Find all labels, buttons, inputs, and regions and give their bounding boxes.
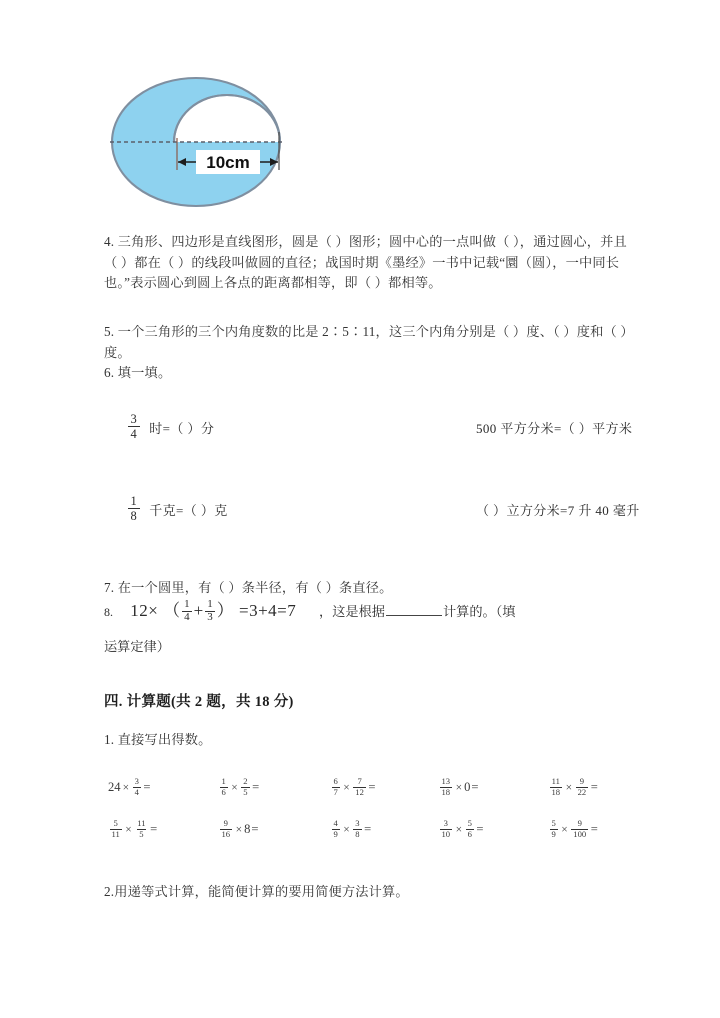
fraction-numerator: 2	[243, 776, 248, 787]
fraction-1-4: $\frac{1}{4}$	[184, 598, 191, 624]
fraction-denominator: 7	[333, 787, 338, 798]
equals-sign: =	[590, 822, 598, 837]
fraction-numerator: 5	[467, 818, 472, 829]
calc-expression[interactable]	[218, 820, 259, 839]
composite-circle-figure	[104, 72, 294, 212]
q6-row-1-right	[376, 418, 632, 437]
q6-row-2-right	[376, 500, 640, 519]
fraction-denominator: 11	[111, 829, 120, 840]
eq-close-paren: ）	[216, 601, 235, 620]
fraction-5-9	[550, 819, 558, 838]
fraction-denominator: 6	[467, 829, 472, 840]
question-7: 7. 在一个圆里，有（ ）条半径，有（ ）条直径。	[104, 580, 393, 595]
calc-expression[interactable]	[438, 820, 484, 839]
eq-open-paren: （	[163, 601, 181, 620]
multiply-icon: ×	[343, 823, 350, 836]
equals-sign: =	[150, 822, 158, 837]
fraction-numerator: 7	[357, 776, 362, 787]
multiply-icon: ×	[125, 823, 132, 836]
fraction-denominator: 10	[441, 829, 451, 840]
fraction-5-6	[466, 819, 474, 838]
calc-row-1	[108, 778, 628, 808]
fraction-3-10	[440, 819, 453, 838]
fraction-numerator: 9	[579, 776, 585, 787]
equals-sign: =	[590, 780, 598, 795]
fraction-numerator: 3	[355, 818, 360, 829]
question-8-equation	[130, 598, 301, 624]
fraction-7-12	[353, 777, 366, 796]
fraction-denominator: 8	[355, 829, 360, 840]
q6-row-2-left	[126, 496, 376, 523]
calc-expression[interactable]	[438, 778, 479, 797]
equals-sign: =	[364, 822, 372, 837]
fraction-11-5	[135, 819, 147, 838]
multiply-icon: ×	[343, 781, 350, 794]
equals-sign: =	[368, 780, 376, 795]
multiply-icon: ×	[455, 781, 463, 794]
calc-operand: 24	[108, 780, 121, 795]
fraction-3-4	[133, 777, 141, 796]
fraction-numerator: 1	[221, 776, 226, 787]
fraction-denominator: 9	[333, 829, 338, 840]
fraction-denominator: 9	[551, 829, 556, 840]
eq-equals-1: =3	[238, 601, 259, 620]
equals-sign: =	[251, 822, 259, 837]
calc-expression[interactable]	[330, 820, 371, 839]
multiply-icon: ×	[235, 823, 243, 836]
fraction-5-11	[110, 819, 122, 838]
question-8-blank[interactable]	[386, 604, 442, 616]
figure-upper-region	[112, 78, 280, 151]
question-5: 5. 一个三角形的三个内角度数的比是 2∶5∶11，这三个内角分别是（ ）度、（ ）度和（ ）度。	[104, 324, 628, 360]
equals-sign: =	[252, 780, 260, 795]
q6-row-2-right-text: （ ）立方分米=7 升 40 毫升	[476, 503, 640, 518]
fraction-denominator: 18	[551, 787, 561, 798]
fraction-9-16	[220, 819, 233, 838]
fraction-denominator: 4	[134, 787, 139, 798]
section-sub-1: 1. 直接写出得数。	[104, 732, 212, 747]
fraction-11-18	[550, 777, 563, 796]
fraction-denominator: 22	[577, 787, 587, 798]
fraction-denominator: 12	[355, 787, 364, 798]
equals-sign: =	[143, 780, 151, 795]
fraction-denominator: 100	[573, 829, 587, 840]
question-8-suffix-2: 计算的。（填	[442, 604, 516, 619]
calc-expression[interactable]	[548, 778, 598, 797]
calc-expression[interactable]	[108, 820, 157, 839]
q6-row-2	[126, 496, 640, 523]
eq-plus: +	[193, 601, 204, 620]
q6-row-1-left	[126, 414, 376, 441]
question-8-suffix-1: ，这是根据	[319, 604, 385, 619]
fraction-denominator: 16	[221, 829, 231, 840]
question-4: 4. 三角形、四边形是直线图形，圆是（ ）图形；圆中心的一点叫做（ ），通过圆心，并且（ ）都在（ ）的线段叫做圆的直径；战国时期《墨经》一书中记载“圜（圆），一中同长也。”表示圆心到圆上各点的距离都相等，即（ ）都相等。	[104, 234, 627, 290]
fraction-1-3: $\frac{1}{3}$	[207, 598, 214, 624]
calc-expression[interactable]	[218, 778, 259, 797]
fraction-numerator: 3	[134, 776, 139, 787]
eq-coefficient: 12	[130, 601, 149, 620]
calc-row-2	[108, 820, 628, 850]
multiply-icon: ×	[455, 823, 463, 836]
fraction-numerator: 9	[223, 818, 228, 829]
equals-sign: =	[476, 822, 484, 837]
fraction-numerator: 11	[137, 818, 146, 829]
multiply-icon: ×	[565, 781, 573, 794]
calc-expression[interactable]	[548, 820, 598, 839]
calc-expression[interactable]	[330, 778, 376, 797]
q6-row-1-right-text: 500 平方分米=（ ）平方米	[476, 421, 633, 436]
q6-row-2-left-text: 千克=（ ）克	[149, 503, 228, 518]
section-sub-2: 2.用递等式计算，能简便计算的要用简便方法计算。	[104, 884, 409, 899]
fraction-denominator: 18	[441, 787, 451, 798]
fraction-denominator: 6	[221, 787, 226, 798]
section-heading: 四. 计算题(共 2 题，共 18 分)	[104, 694, 294, 710]
fraction-numerator: 9	[577, 818, 582, 829]
question-8-suffix-3: 运算定律）	[104, 639, 170, 655]
fraction-numerator: 5	[551, 818, 556, 829]
fraction-2-5	[241, 777, 249, 796]
multiply-icon: ×	[561, 823, 568, 836]
fraction-13-18	[440, 777, 453, 796]
fraction-9-100	[571, 819, 588, 838]
dimension-label: 10cm	[206, 153, 250, 172]
eq-plus-2: +4	[258, 601, 278, 620]
fraction-4-9	[332, 819, 340, 838]
fraction-numerator: 11	[551, 776, 560, 787]
question-8-number: 8.	[104, 605, 113, 619]
fraction-numerator: 13	[441, 776, 451, 787]
question-8	[104, 600, 634, 658]
fraction-numerator: 5	[113, 818, 118, 829]
multiply-icon: ×	[122, 781, 130, 794]
question-6: 6. 填一填。	[104, 365, 172, 380]
fraction-numerator: 4	[333, 818, 338, 829]
fraction-3-8	[353, 819, 361, 838]
eq-times: ×	[148, 601, 159, 620]
fraction-numerator: 6	[333, 776, 338, 787]
fraction-1-8: $\frac{1}{8}$	[128, 495, 140, 522]
q6-row-1-left-text: 时=（ ）分	[149, 421, 215, 436]
fraction-6-7	[332, 777, 340, 796]
eq-equals-2: =7	[277, 601, 297, 620]
figure-svg	[104, 72, 294, 212]
equals-sign: =	[471, 780, 479, 795]
fraction-1-6	[220, 777, 228, 796]
calc-expression[interactable]	[108, 778, 151, 797]
fraction-denominator: 5	[243, 787, 248, 798]
q6-row-1	[126, 414, 632, 441]
fraction-numerator: 3	[443, 818, 448, 829]
calc-operand: 0	[464, 780, 471, 795]
fraction-9-22	[576, 777, 589, 796]
calc-operand: 8	[244, 822, 251, 837]
fraction-3-4: $\frac{3}{4}$	[128, 413, 140, 440]
multiply-icon: ×	[231, 781, 238, 794]
fraction-denominator: 5	[139, 829, 144, 840]
